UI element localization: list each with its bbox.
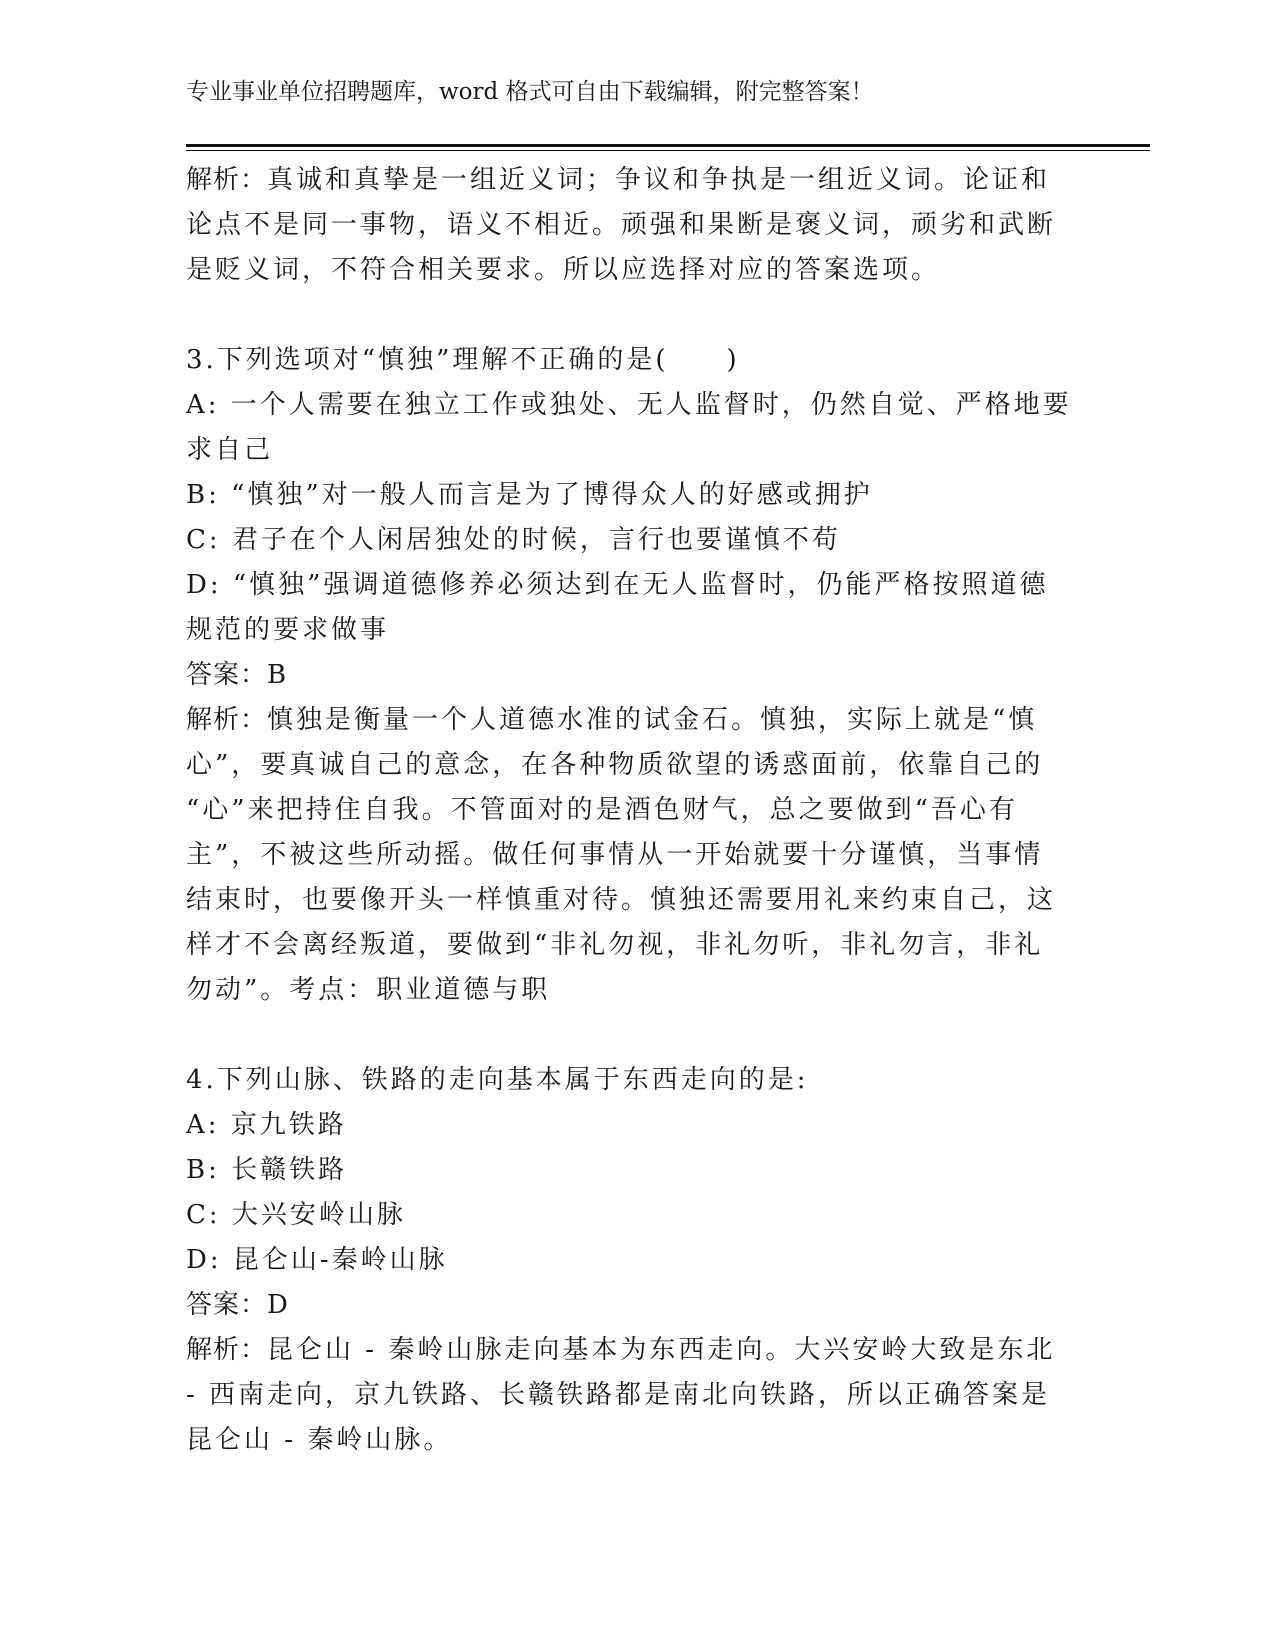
- question-3: [186, 338, 1086, 1013]
- analysis-line: “心”来把持住自我。不管面对的是酒色财气，总之要做到“吾心有: [186, 795, 1018, 825]
- analysis-label: 解析：: [186, 1335, 268, 1365]
- option-b: B: 长赣铁路: [186, 1155, 348, 1185]
- answer-label: 答案：: [186, 660, 268, 690]
- analysis-label: 解析：: [186, 165, 268, 195]
- option-c: C: 君子在个人闲居独处的时候，言行也要谨慎不苟: [186, 525, 841, 555]
- analysis-line: 是贬义词，不符合相关要求。所以应选择对应的答案选项。: [186, 255, 941, 285]
- analysis-line: 解析：慎独是衡量一个人道德水准的试金石。慎独，实际上就是“慎: [186, 705, 1038, 735]
- question-stem: 4.下列山脉、铁路的走向基本属于东西走向的是:: [186, 1065, 809, 1095]
- analysis-line: 心”，要真诚自己的意念，在各种物质欲望的诱惑面前，依靠自己的: [186, 750, 1044, 780]
- header-rule-thick: [186, 144, 1150, 147]
- analysis-line: 结束时，也要像开头一样慎重对待。慎独还需要用礼来约束自己，这: [186, 885, 1057, 915]
- option-a: A: 一个人需要在独立工作或独处、无人监督时，仍然自觉、严格地要: [186, 390, 1072, 420]
- option-c: C: 大兴安岭山脉: [186, 1200, 406, 1230]
- option-d-continued: 规范的要求做事: [186, 615, 390, 645]
- analysis-line: 论点不是同一事物，语义不相近。顽强和果断是褒义词，顽劣和武断: [186, 210, 1057, 240]
- option-a-continued: 求自己: [186, 435, 274, 465]
- analysis-line: 样才不会离经叛道，要做到“非礼勿视，非礼勿听，非礼勿言，非礼: [186, 930, 1044, 960]
- header-rule-thin: [186, 150, 1150, 151]
- analysis-line: 解析：昆仑山 - 秦岭山脉走向基本为东西走向。大兴安岭大致是东北: [186, 1335, 1056, 1365]
- question-stem: 3.下列选项对“慎独”理解不正确的是( ): [186, 345, 740, 375]
- answer-label: 答案：: [186, 1290, 268, 1320]
- answer-line: [186, 1283, 1086, 1328]
- page-header: 专业事业单位招聘题库，word 格式可自由下载编辑，附完整答案！: [186, 79, 874, 105]
- analysis-line: 勿动”。考点：职业道德与职: [186, 975, 551, 1005]
- analysis-line: 昆仑山 - 秦岭山脉。: [186, 1425, 453, 1455]
- answer-line: [186, 653, 1086, 698]
- option-d: D: 昆仑山-秦岭山脉: [186, 1245, 448, 1275]
- analysis-label: 解析：: [186, 705, 268, 735]
- analysis-line: 主”，不被这些所动摇。做任何事情从一开始就要十分谨慎，当事情: [186, 840, 1044, 870]
- option-a: A: 京九铁路: [186, 1110, 347, 1140]
- analysis-line: 解析：真诚和真挚是一组近义词；争议和争执是一组近义词。论证和: [186, 165, 1051, 195]
- question-4: [186, 1058, 1086, 1463]
- answer-value: B: [267, 660, 290, 690]
- option-b: B: “慎独”对一般人而言是为了博得众人的好感或拥护: [186, 480, 873, 510]
- prev-question-analysis: [186, 158, 1086, 293]
- document-body: [186, 158, 1086, 1463]
- option-d: D: “慎独”强调道德修养必须达到在无人监督时，仍能严格按照道德: [186, 570, 1049, 600]
- analysis-line: - 西南走向，京九铁路、长赣铁路都是南北向铁路，所以正确答案是: [186, 1380, 1051, 1410]
- answer-value: D: [267, 1290, 291, 1320]
